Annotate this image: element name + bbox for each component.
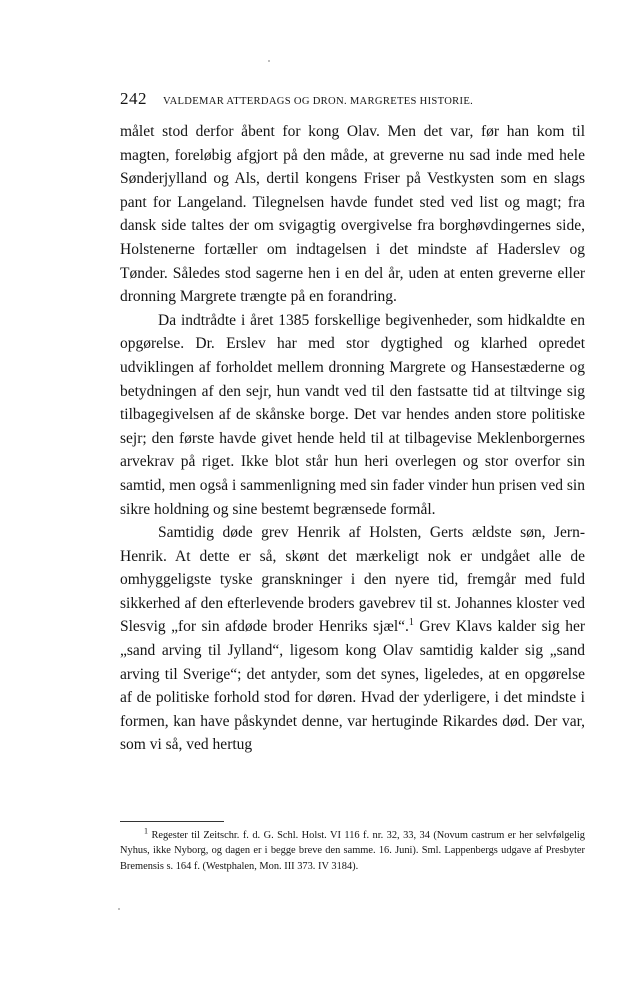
paragraph-3 — [120, 521, 585, 757]
paper-speck — [118, 908, 120, 910]
footnote-reference: 1 — [408, 617, 414, 629]
paper-speck — [268, 60, 270, 62]
footnote-text: Regester til Zeitschr. f. d. G. Schl. Holst. VI 116 f. nr. 32, 33, 34 (Novum castrum er her selvfølgelig Nyhus, ikke Nyborg, og dagen er i begge breve den samme. 16. Juni). Sml. Lappenbergs udgave af Presbyter Bremensis s. 164 f. (Westphalen, Mon. III 373. IV 3184). — [120, 830, 585, 872]
footnote — [120, 828, 585, 874]
paragraph-3-end: Grev Klavs kalder sig her „sand arving til Jylland“, ligesom kong Olav samtidig kalder sig „sand arving til Sverige“; det antyder, som det synes, ligeledes, at en opgørelse af de politiske forhold stod for døren. Hvad der yderligere, i det mindste i formen, kan have påskyndet denne, var hertuginde Rikardes død. Der var, som vi så, ved hertug — [120, 618, 585, 754]
body-text — [120, 120, 585, 757]
paragraph-3-start: Samtidig døde grev Henrik af Holsten, Gerts ældste søn, Jern-Henrik. At dette er så, skønt det mærkeligt nok er undgået alle de omhyggeligste tyske granskninger i den nyere tid, fremgår med fuld sikkerhed af den efterlevende broders gavebrev til st. Johannes kloster ved Slesvig „for sin afdøde broder Henriks sjæl“. — [120, 524, 585, 636]
running-header — [120, 89, 536, 109]
paragraph-2: Da indtrådte i året 1385 forskellige begivenheder, som hidkaldte en opgørelse. Dr. Erslev har med stor dygtighed og klarhed opredet udviklingen af forholdet mellem dronning Margrete og Hansestæderne og betydningen af den sejr, hun vandt ved til den fastsatte tid at tiltvinge sig tilbagegivelsen af de skånske borge. Det var hendes anden store politiske sejr; den første havde givet hende held til at tilbagevise Meklenborgernes arvekrav på riget. Ikke blot står hun heri overlegen og stor overfor sin samtid, men også i sammenligning med sin fader vinder hun prisen ved sin sikre holdning og sine bestemt begrænsede formål. — [120, 311, 585, 518]
footnote-divider — [120, 821, 224, 822]
paragraph-1: målet stod derfor åbent for kong Olav. Men det var, før han kom til magten, foreløbig afgjort på den måde, at greverne nu sad inde med hele Sønderjylland og Als, dertil kongens Friser på Vestkysten som en slags pant for Langeland. Tilegnelsen havde fundet sted ved list og magt; fra dansk side taltes der om svigagtig overgivelse fra borghøvdingernes side, Holstenerne fortæller om indtagelsen i det mindste af Haderslev og Tønder. Således stod sagerne hen i en del år, uden at enten greverne eller dronning Margrete trængte på en forandring. — [120, 123, 585, 306]
page-number: 242 — [120, 89, 147, 108]
footnote-marker: 1 — [144, 826, 148, 836]
running-title: VALDEMAR ATTERDAGS OG DRON. MARGRETES HISTORIE. — [163, 96, 474, 107]
